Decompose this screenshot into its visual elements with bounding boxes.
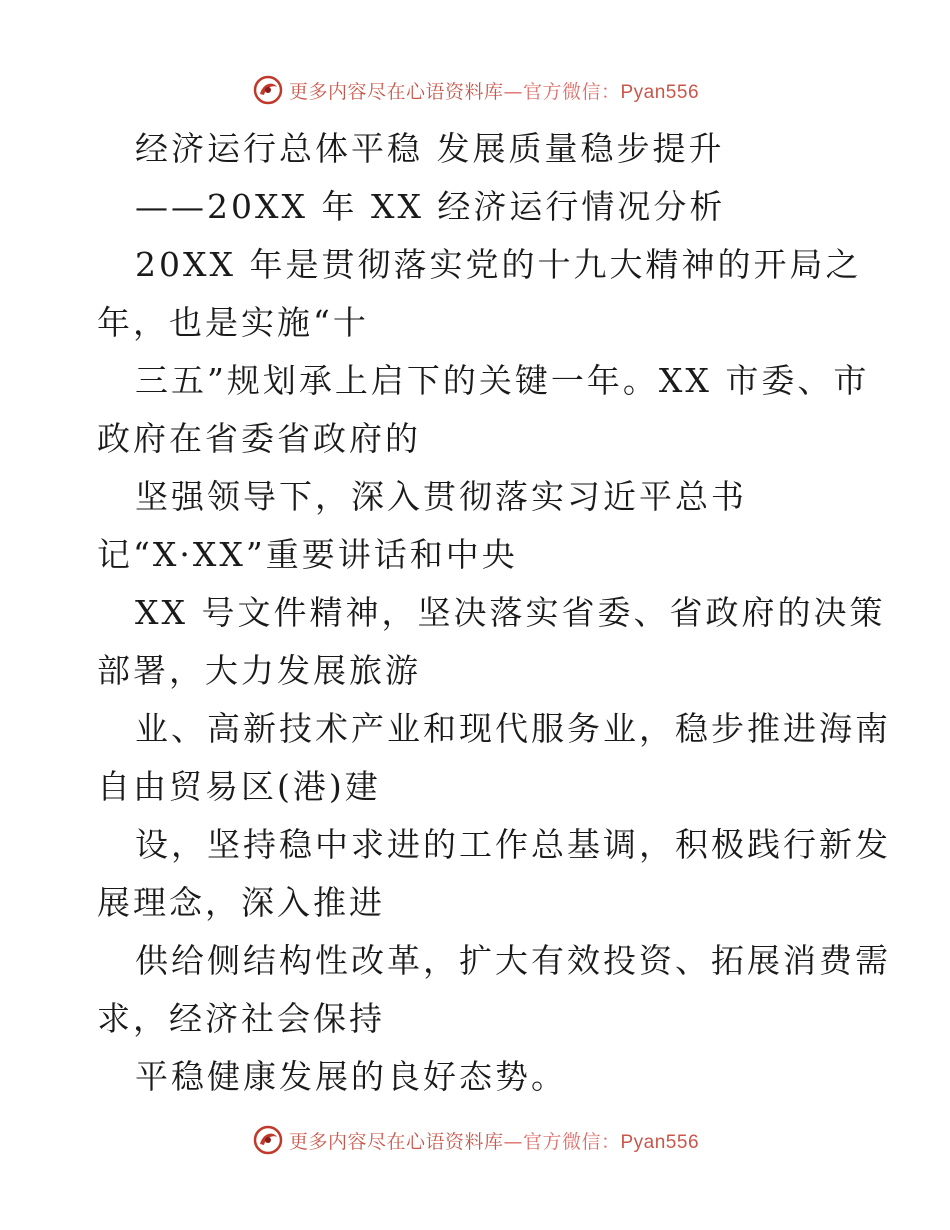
document-subtitle: ——20XX 年 XX 经济运行情况分析 [135, 187, 726, 226]
watermark-text: 更多内容尽在心语资料库—官方微信：Pyan556 [288, 80, 700, 103]
red-swirl-logo-icon [251, 1123, 285, 1157]
paragraph-line: 政府在省委省政府的 [97, 419, 421, 458]
paragraph-line: 设，坚持稳中求进的工作总基调，积极践行新发 [135, 825, 891, 864]
paragraph-line: 平稳健康发展的良好态势。 [135, 1057, 567, 1096]
paragraph-line: 三五”规划承上启下的关键一年。XX 市委、市 [135, 361, 870, 400]
paragraph-line: 年，也是实施“十 [97, 303, 369, 342]
paragraph-line: 求，经济社会保持 [97, 999, 385, 1038]
paragraph-line: 供给侧结构性改革，扩大有效投资、拓展消费需 [135, 941, 891, 980]
paragraph-line: 坚强领导下，深入贯彻落实习近平总书 [135, 477, 747, 516]
header-watermark [0, 70, 950, 110]
document-title: 经济运行总体平稳 发展质量稳步提升 [135, 129, 725, 168]
paragraph-line: 自由贸易区(港)建 [97, 767, 381, 806]
paragraph-line: 部署，大力发展旅游 [97, 651, 421, 690]
paragraph-line: 20XX 年是贯彻落实党的十九大精神的开局之 [135, 245, 862, 284]
paragraph-line: 记“X·XX”重要讲话和中央 [97, 535, 518, 574]
paragraph-line: 展理念，深入推进 [97, 883, 385, 922]
paragraph-line: XX 号文件精神，坚决落实省委、省政府的决策 [135, 593, 886, 632]
document-body [97, 120, 891, 1106]
paragraph-line: 业、高新技术产业和现代服务业，稳步推进海南 [135, 709, 891, 748]
watermark-text: 更多内容尽在心语资料库—官方微信：Pyan556 [288, 1130, 700, 1153]
footer-watermark [0, 1120, 950, 1160]
red-swirl-logo-icon [251, 73, 285, 107]
